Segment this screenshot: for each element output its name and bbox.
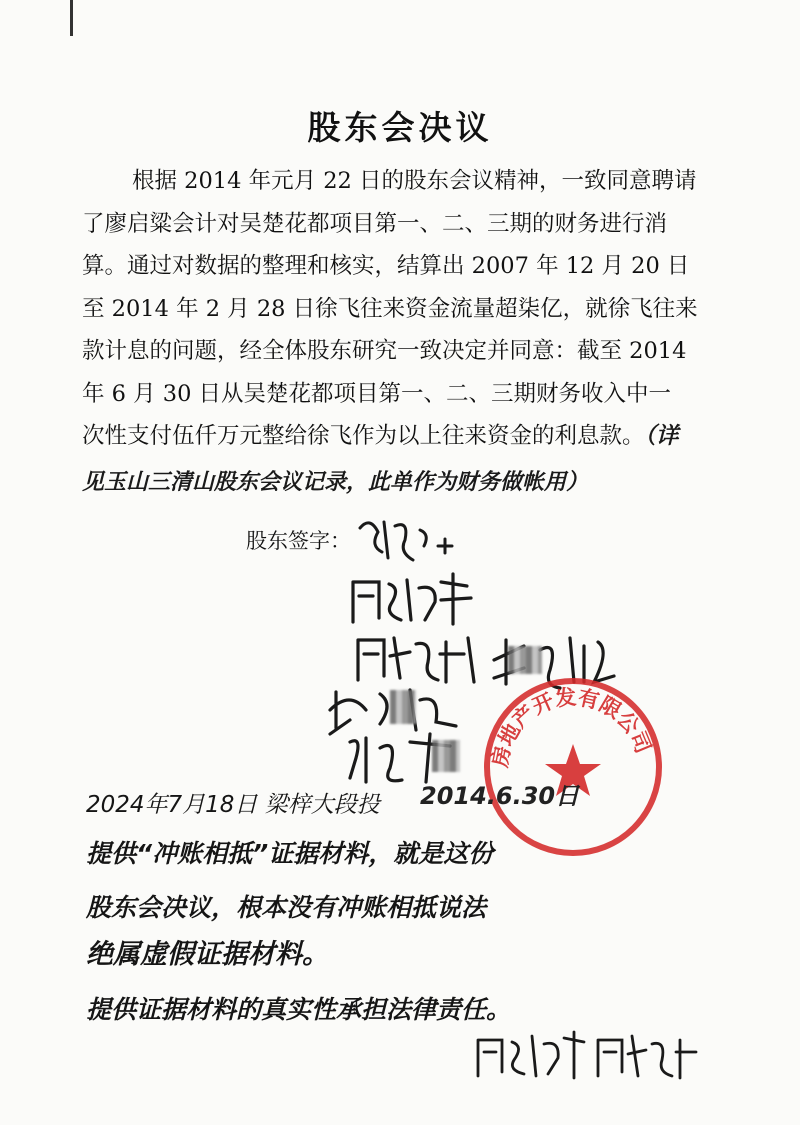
body-line: 年 6 月 30 日从吴楚花都项目第一、二、三期财务收入中一	[82, 380, 672, 407]
body-line-text: 次性支付伍仟万元整给徐飞作为以上往来资金的利息款。	[82, 423, 645, 449]
redaction-blur	[508, 646, 542, 674]
signature-1	[350, 510, 460, 570]
note-line-2: 提供“冲账相抵”证据材料，就是这份	[86, 839, 494, 868]
note-line-5: 提供证据材料的真实性承担法律责任。	[86, 995, 512, 1024]
signature-label: 股东签字：	[246, 529, 351, 553]
body-line: 根据 2014 年元月 22 日的股东会议精神，一致同意聘请	[132, 168, 697, 194]
company-seal	[478, 672, 668, 862]
note-line-4: 绝属虚假证据材料。	[86, 939, 329, 970]
body-line: 至 2014 年 2 月 28 日徐飞往来资金流量超柒亿，就徐飞往来	[82, 295, 698, 322]
document-title: 股东会决议	[307, 108, 493, 147]
redaction-blur	[432, 740, 460, 772]
seal-date: 2014.6.30日	[420, 782, 580, 810]
seal-text: 房地产开发有限公司	[487, 684, 656, 770]
handwritten-remark: 见玉山三清山股东会议记录，此单作为财务做帐用）	[82, 470, 589, 495]
note-line-1: 2024年7月18日 梁梓大段投	[86, 792, 380, 818]
signature-2	[345, 570, 485, 630]
body-line: 算。通过对数据的整理和核实，结算出 2007 年 12 月 20 日	[82, 253, 690, 279]
body-line	[82, 415, 722, 458]
resolution-body	[82, 160, 722, 458]
body-line: 款计息的问题，经全体股东研究一致决定并同意：截至 2014	[82, 338, 687, 364]
signature-bottom-2	[590, 1028, 700, 1084]
scan-edge-mark	[70, 0, 73, 36]
signature-3	[350, 628, 490, 688]
body-line: 了廖启粱会计对吴楚花都项目第一、二、三期的财务进行消	[82, 210, 668, 237]
handwritten-tail: （详	[644, 423, 679, 449]
note-line-3: 股东会决议，根本没有冲账相抵说法	[86, 893, 487, 922]
signature-bottom-1	[470, 1028, 590, 1084]
redaction-blur	[390, 690, 416, 724]
